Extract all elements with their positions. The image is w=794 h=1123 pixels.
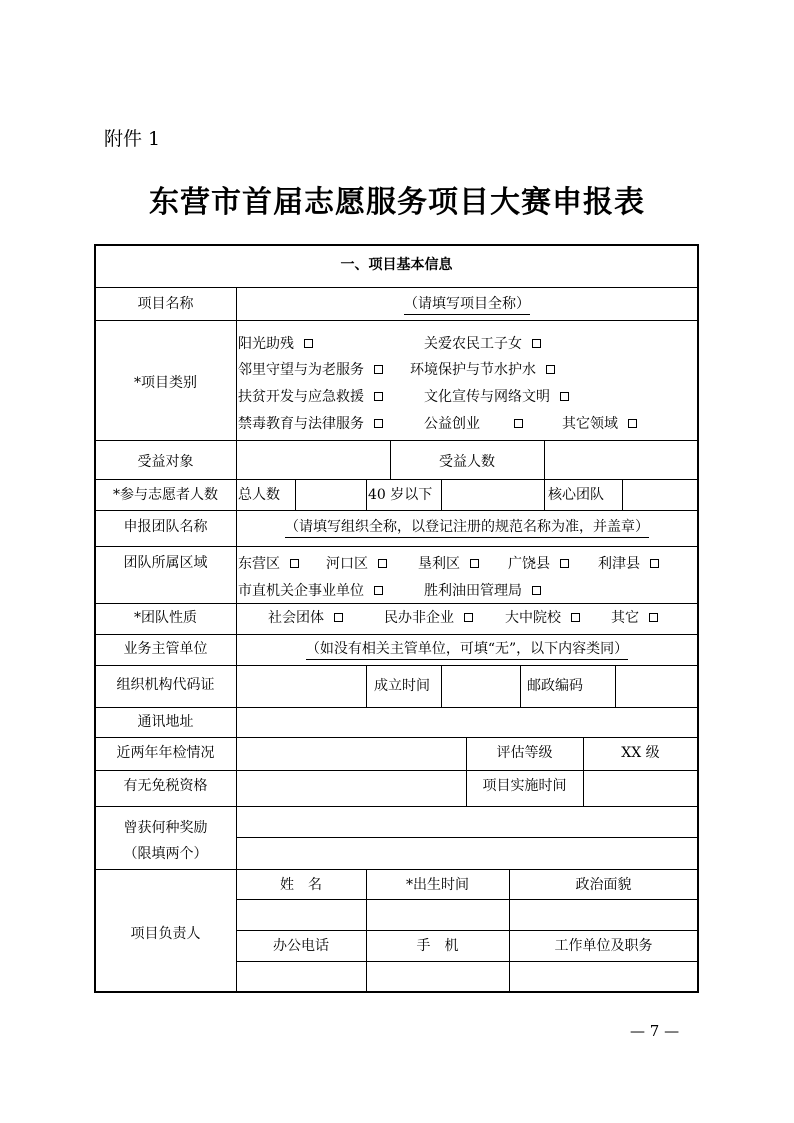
project-name-field[interactable] <box>236 297 698 311</box>
project-leader-label: 项目负责人 <box>130 926 201 942</box>
attachment-label: 附件 1 <box>104 128 161 150</box>
leader-work-header: 工作单位及职务 <box>554 938 653 954</box>
checkbox-icon <box>514 419 523 428</box>
category-option-3[interactable]: 邻里守望与为老服务 <box>238 363 383 377</box>
org-code-label: 组织机构代码证 <box>116 677 215 693</box>
inspection-label: 近两年年检情况 <box>116 745 215 761</box>
leader-birth-header: *出生时间 <box>406 877 469 893</box>
project-name-hint: （请填写项目全称） <box>404 296 530 315</box>
checkbox-icon <box>304 339 313 348</box>
supervisor-label: 业务主管单位 <box>123 641 208 657</box>
founded-date-label: 成立时间 <box>374 678 430 694</box>
awards-limit-note: （限填两个） <box>123 846 208 862</box>
checkbox-icon <box>290 559 299 568</box>
checkbox-icon <box>560 392 569 401</box>
postcode-label: 邮政编码 <box>527 678 583 694</box>
checkbox-icon <box>464 613 473 622</box>
region-option-2[interactable]: 河口区 <box>326 557 387 571</box>
category-option-7[interactable]: 禁毒教育与法律服务 <box>238 417 383 431</box>
core-team-label: 核心团队 <box>548 487 604 503</box>
category-option-8[interactable]: 公益创业 <box>424 417 523 431</box>
category-option-2[interactable]: 关爱农民工子女 <box>424 337 541 351</box>
nature-option-1[interactable]: 社会团体 <box>268 611 343 625</box>
checkbox-icon <box>470 559 479 568</box>
beneficiary-label: 受益对象 <box>137 454 194 470</box>
region-option-7[interactable]: 胜利油田管理局 <box>424 584 541 598</box>
tax-exempt-label: 有无免税资格 <box>123 778 208 794</box>
under-40-label: 40 岁以下 <box>368 487 433 503</box>
checkbox-icon <box>378 559 387 568</box>
category-option-6[interactable]: 文化宣传与网络文明 <box>424 390 569 404</box>
region-label: 团队所属区域 <box>123 555 208 571</box>
grade-label: 评估等级 <box>496 745 553 761</box>
project-name-label: 项目名称 <box>137 296 194 312</box>
form-title: 东营市首届志愿服务项目大赛申报表 <box>149 185 645 220</box>
region-option-3[interactable]: 垦利区 <box>418 557 479 571</box>
project-category-label: *项目类别 <box>134 375 197 391</box>
team-name-field[interactable] <box>236 520 698 534</box>
checkbox-icon <box>649 613 658 622</box>
supervisor-field[interactable] <box>236 642 698 656</box>
grade-value: XX 级 <box>621 745 660 761</box>
implementation-time-label: 项目实施时间 <box>482 778 567 794</box>
checkbox-icon <box>650 559 659 568</box>
volunteers-label: *参与志愿者人数 <box>113 487 218 503</box>
checkbox-icon <box>571 613 580 622</box>
nature-option-2[interactable]: 民办非企业 <box>384 611 473 625</box>
leader-name-header: 姓 名 <box>280 877 322 893</box>
category-option-5[interactable]: 扶贫开发与应急救援 <box>238 390 383 404</box>
checkbox-icon <box>334 613 343 622</box>
supervisor-hint: （如没有相关主管单位，可填“无”，以下内容类同） <box>306 641 628 660</box>
team-name-label: 申报团队名称 <box>123 519 208 535</box>
leader-mobile-header: 手 机 <box>416 938 459 954</box>
nature-option-4[interactable]: 其它 <box>611 611 658 625</box>
checkbox-icon <box>628 419 637 428</box>
leader-office-phone-header: 办公电话 <box>273 938 329 954</box>
nature-option-3[interactable]: 大中院校 <box>505 611 580 625</box>
checkbox-icon <box>546 365 555 374</box>
checkbox-icon <box>374 392 383 401</box>
category-option-9[interactable]: 其它领域 <box>562 417 637 431</box>
region-option-6[interactable]: 市直机关企事业单位 <box>238 584 383 598</box>
awards-label: 曾获何种奖励 <box>123 820 208 836</box>
category-option-4[interactable]: 环境保护与节水护水 <box>410 363 555 377</box>
address-label: 通讯地址 <box>137 714 194 730</box>
page-number: — 7 — <box>630 1022 680 1040</box>
section-heading-basic-info: 一、项目基本信息 <box>340 257 453 273</box>
leader-politics-header: 政治面貌 <box>575 877 632 893</box>
checkbox-icon <box>560 559 569 568</box>
team-name-hint: （请填写组织全称，以登记注册的规范名称为准，并盖章） <box>285 519 649 538</box>
checkbox-icon <box>532 586 541 595</box>
region-option-4[interactable]: 广饶县 <box>508 557 569 571</box>
checkbox-icon <box>374 419 383 428</box>
category-option-1[interactable]: 阳光助残 <box>238 337 313 351</box>
region-option-5[interactable]: 利津县 <box>598 557 659 571</box>
checkbox-icon <box>374 365 383 374</box>
region-option-1[interactable]: 东营区 <box>238 557 299 571</box>
total-volunteers-label: 总人数 <box>238 487 280 503</box>
checkbox-icon <box>374 586 383 595</box>
checkbox-icon <box>532 339 541 348</box>
team-nature-label: *团队性质 <box>134 610 197 626</box>
beneficiary-count-label: 受益人数 <box>439 454 495 470</box>
